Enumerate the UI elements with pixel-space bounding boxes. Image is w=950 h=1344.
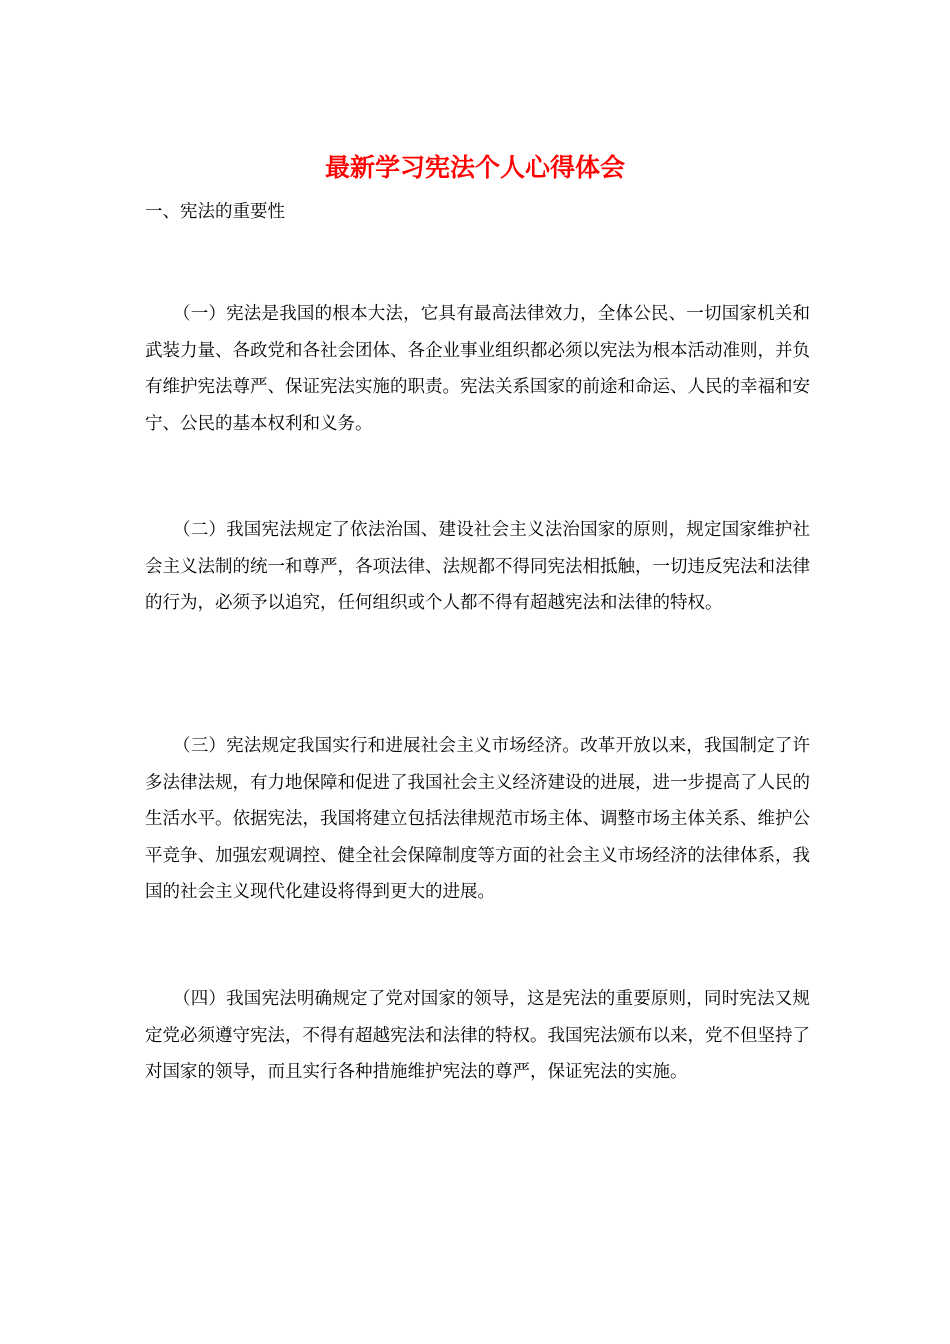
section-heading: 一、宪法的重要性 [145,202,285,222]
paragraph-4: （四）我国宪法明确规定了党对国家的领导，这是宪法的重要原则，同时宪法又规定党必须遵守宪法，不得有超越宪法和法律的特权。我国宪法颁布以来，党不但坚持了对国家的领导，而且实行各种措施维护宪法的尊严，保证宪法的实施。 [145,989,810,1082]
paragraph-1: （一）宪法是我国的根本大法，它具有最高法律效力，全体公民、一切国家机关和武装力量、各政党和各社会团体、各企业事业组织都必须以宪法为根本活动准则，并负有维护宪法尊严、保证宪法实施的职责。宪法关系国家的前途和命运、人民的幸福和安宁、公民的基本权利和义务。 [145,304,810,434]
paragraph-2: （二）我国宪法规定了依法治国、建设社会主义法治国家的原则，规定国家维护社会主义法制的统一和尊严，各项法律、法规都不得同宪法相抵触，一切违反宪法和法律的行为，必须予以追究，任何组织或个人都不得有超越宪法和法律的特权。 [145,520,810,613]
paragraph-3: （三）宪法规定我国实行和进展社会主义市场经济。改革开放以来，我国制定了许多法律法规，有力地保障和促进了我国社会主义经济建设的进展，进一步提高了人民的生活水平。依据宪法，我国将建立包括法律规范市场主体、调整市场主体关系、维护公平竞争、加强宏观调控、健全社会保障制度等方面的社会主义市场经济的法律体系，我国的社会主义现代化建设将得到更大的进展。 [145,736,810,902]
document-title: 最新学习宪法个人心得体会 [324,153,625,182]
